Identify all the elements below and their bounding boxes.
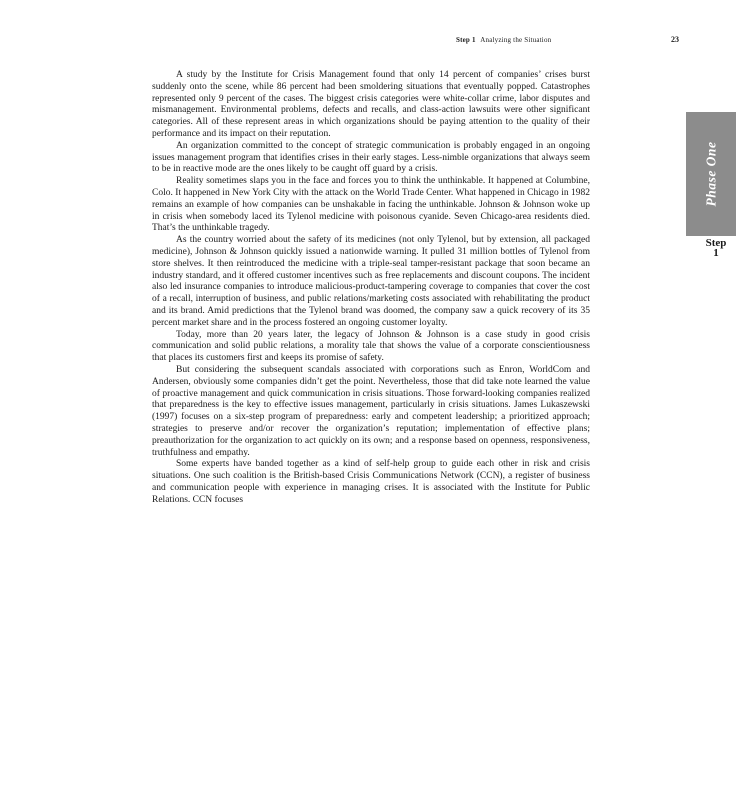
step-marker <box>696 238 736 258</box>
step-marker-number: 1 <box>713 247 719 259</box>
page-number: 23 <box>671 35 679 44</box>
header-section-title: Analyzing the Situation <box>480 36 552 44</box>
step-marker-word: Step <box>705 237 727 249</box>
paragraph: A study by the Institute for Crisis Management found that only 14 percent of companies’ crises burst suddenly onto the scene, while 86 percent had been smoldering situations that eventually popped. Catastrophes represented only 9 percent of the cases. The biggest crisis categories were white-collar crime, labor disputes and mismanagement. Environmental problems, defects and recalls, and class-action lawsuits were other significant categories. All of these represent areas in which organizations should be paying attention to the quality of their performance and its impact on their reputation. <box>152 70 590 139</box>
phase-label: Phase One <box>703 141 718 207</box>
paragraph: An organization committed to the concept of strategic communication is probably engaged in an ongoing issues management program that identifies crises in their early stages. Less-nimble organizations that always seem to be in reactive mode are the ones likely to be caught off guard by a crisis. <box>152 140 590 175</box>
paragraph: Some experts have banded together as a kind of self-help group to guide each other in risk and crisis situations. One such coalition is the British-based Crisis Communications Network (CCN), a register of business and communication people with experience in managing crises. It is associated with the Institute for Public Relations. CCN focuses <box>152 459 590 505</box>
paragraph: As the country worried about the safety of its medicines (not only Tylenol, but by extension, all packaged medicine), Johnson & Johnson quickly issued a nationwide warning. It pulled 31 million bottles of Tylenol from store shelves. It then reintroduced the medicine with a triple-seal tamper-resistant package that soon became an industry standard, and it offered customer incentives such as free replacements and discount coupons. The incident also led insurance companies to introduce malicious-product-tampering coverage to companies that cover the cost of a recall, interruption of business, and public relations/marketing costs associated with rehabilitating the product and its brand. Amid predictions that the Tylenol brand was doomed, the company saw a quick recovery of its 35 percent market share and in the process fostered an ongoing customer loyalty. <box>152 235 590 328</box>
running-header <box>456 36 551 44</box>
header-step-label: Step 1 <box>456 36 476 44</box>
phase-thumb-tab <box>686 112 736 236</box>
paragraph: Today, more than 20 years later, the legacy of Johnson & Johnson is a case study in good crisis communication and solid public relations, a morality tale that shows the value of a corporate conscientiousness that places its customers first and keeps its promise of safety. <box>152 329 590 364</box>
paragraph: Reality sometimes slaps you in the face and forces you to think the unthinkable. It happened at Columbine, Colo. It happened in New York City with the attack on the World Trade Center. What happened in Chicago in 1982 remains an example of how companies can be unshakable in facing the unthinkable. Johnson & Johnson woke up in crisis when somebody laced its Tylenol medicine with poisonous cyanide. Seven Chicago-area residents died. That’s the unthinkable tragedy. <box>152 176 590 234</box>
paragraph: But considering the subsequent scandals associated with corporations such as Enron, WorldCom and Andersen, obviously some companies didn’t get the point. Nevertheless, those that did take note learned the value of proactive management and quick communication in crisis situations. Those forward-looking companies realized that preparedness is the key to effective issues management, particularly in crisis situations. James Lukaszewski (1997) focuses on a six-step program of preparedness: early and competent leadership; a prioritized approach; strategies to preserve and/or recover the organization’s reputation; implementation of effective plans; preauthorization for the organization to act quickly on its own; and a response based on openness, responsiveness, truthfulness and empathy. <box>152 364 590 458</box>
body-text <box>152 70 590 506</box>
